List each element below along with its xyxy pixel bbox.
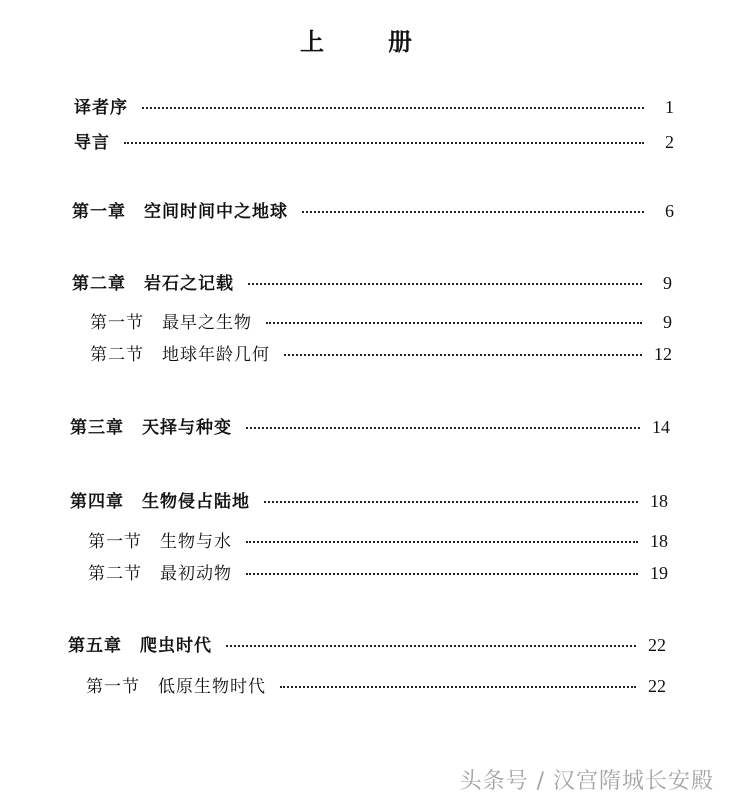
toc-entry-title: 地球年龄几何 xyxy=(162,345,270,365)
toc-page-number: 14 xyxy=(652,417,670,437)
toc-entry-label xyxy=(70,415,232,441)
dot-leader xyxy=(246,541,638,543)
toc-entry-chapter-4-section-2[interactable] xyxy=(88,560,668,586)
dot-leader xyxy=(284,354,642,356)
toc-entry-title: 导言 xyxy=(74,133,110,153)
toc-entry-chapter-2-section-1[interactable] xyxy=(90,309,672,335)
dot-leader xyxy=(124,142,644,144)
chapter-number: 第一章 xyxy=(72,202,126,222)
toc-page-number: 19 xyxy=(650,563,668,583)
section-number: 第二节 xyxy=(90,345,144,365)
dot-leader xyxy=(246,427,640,429)
toc-entry-chapter-3[interactable] xyxy=(70,414,670,440)
toc-page-number: 22 xyxy=(648,635,666,655)
toc-entry-title: 空间时间中之地球 xyxy=(144,202,288,222)
dot-leader xyxy=(280,686,636,688)
toc-entry-title: 爬虫时代 xyxy=(140,636,212,656)
toc-entry-label xyxy=(70,489,250,515)
dot-leader xyxy=(226,645,636,647)
chapter-number: 第四章 xyxy=(70,492,124,512)
toc-entry-chapter-4-section-1[interactable] xyxy=(88,528,668,554)
toc-entry-chapter-1[interactable] xyxy=(72,198,674,224)
toc-entry-title: 低原生物时代 xyxy=(158,677,266,697)
toc-entry-chapter-5-section-1[interactable] xyxy=(86,673,666,699)
toc-entry-chapter-5[interactable] xyxy=(68,632,666,658)
toc-entry-title: 生物侵占陆地 xyxy=(142,492,250,512)
source-watermark: 头条号 / 汉宫隋城长安殿 xyxy=(459,769,714,794)
toc-entry-title: 生物与水 xyxy=(160,532,232,552)
toc-entry-label xyxy=(88,561,232,587)
toc-entry-chapter-4[interactable] xyxy=(70,488,668,514)
toc-entry-title: 译者序 xyxy=(74,98,128,118)
toc-entry-title: 最早之生物 xyxy=(162,313,252,333)
section-number: 第一节 xyxy=(88,532,142,552)
chapter-number: 第二章 xyxy=(72,274,126,294)
section-number: 第二节 xyxy=(88,564,142,584)
toc-page-number: 6 xyxy=(665,201,674,221)
dot-leader xyxy=(142,107,644,109)
section-number: 第一节 xyxy=(90,313,144,333)
toc-page-number: 1 xyxy=(665,97,674,117)
toc-entry-label xyxy=(90,310,252,336)
toc-entry-title: 最初动物 xyxy=(160,564,232,584)
toc-entry-label xyxy=(68,633,212,659)
toc-entry-chapter-2[interactable] xyxy=(72,270,672,296)
dot-leader xyxy=(266,322,642,324)
chapter-number: 第三章 xyxy=(70,418,124,438)
toc-page-number: 22 xyxy=(648,676,666,696)
toc-page-number: 18 xyxy=(650,531,668,551)
toc-entry-label xyxy=(90,342,270,368)
toc-entry-label xyxy=(72,199,288,225)
toc-page-number: 2 xyxy=(665,132,674,152)
toc-entry-label xyxy=(74,95,128,121)
toc-entry-title: 岩石之记载 xyxy=(144,274,234,294)
section-number: 第一节 xyxy=(86,677,140,697)
chapter-number: 第五章 xyxy=(68,636,122,656)
dot-leader xyxy=(264,501,638,503)
toc-entry-label xyxy=(72,271,234,297)
toc-entry-title: 天择与种变 xyxy=(142,418,232,438)
toc-entry-chapter-2-section-2[interactable] xyxy=(90,341,672,367)
toc-page-number: 9 xyxy=(663,273,672,293)
toc-page-number: 18 xyxy=(650,491,668,511)
toc-entry-label xyxy=(88,529,232,555)
dot-leader xyxy=(302,211,644,213)
dot-leader xyxy=(246,573,638,575)
toc-entry-translator-preface[interactable] xyxy=(74,94,674,120)
toc-entry-introduction[interactable] xyxy=(74,129,674,155)
toc-page-number: 9 xyxy=(663,312,672,332)
toc-entry-label xyxy=(74,130,110,156)
toc-entry-label xyxy=(86,674,266,700)
dot-leader xyxy=(248,283,642,285)
page-title: 上 册 xyxy=(300,28,432,56)
toc-page-number: 12 xyxy=(654,344,672,364)
